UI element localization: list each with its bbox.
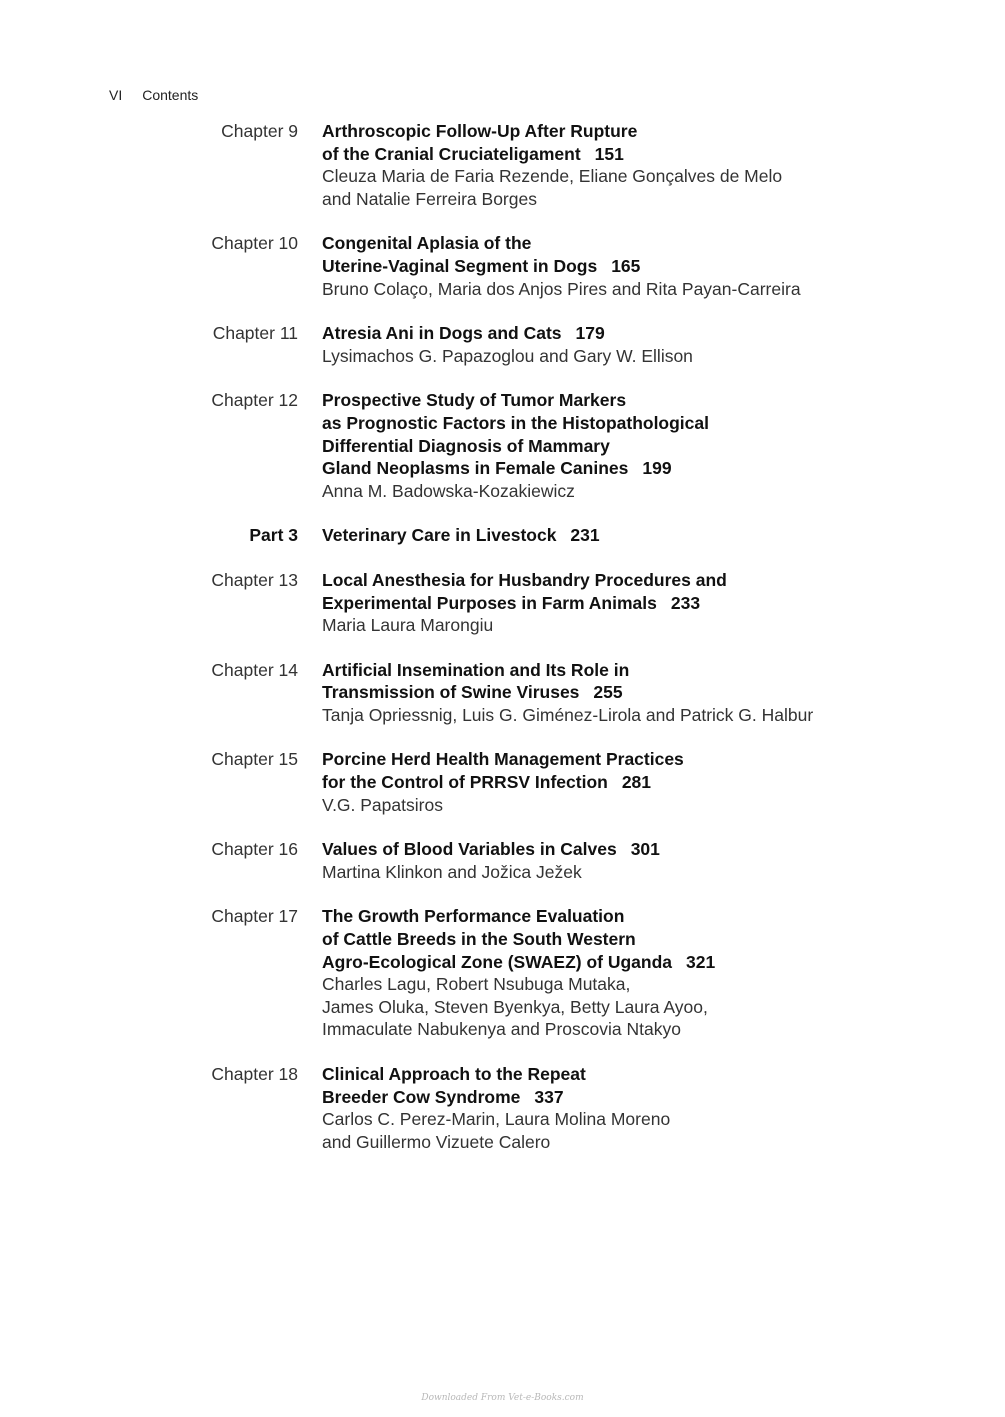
- entry-author-line: Lysimachos G. Papazoglou and Gary W. Ellison: [322, 345, 693, 366]
- entry-title-line: [322, 905, 882, 928]
- entry-body: [322, 524, 882, 547]
- entry-author-line: Immaculate Nabukenya and Proscovia Ntakyo: [322, 1019, 681, 1040]
- entry-title-text: of Cattle Breeds in the South Western: [322, 929, 636, 950]
- toc-chapter-entry: [0, 905, 1005, 1041]
- entry-page-number: 281: [621, 772, 652, 793]
- entry-author-line: Cleuza Maria de Faria Rezende, Eliane Gonçalves de Melo: [322, 166, 783, 187]
- chapter-label: Chapter 15: [211, 749, 298, 770]
- page-numeral: VI: [109, 87, 123, 103]
- entry-title-line: [322, 143, 882, 166]
- entry-author-line: Bruno Colaço, Maria dos Anjos Pires and Rita Payan-Carreira: [322, 278, 801, 299]
- entry-title-text: Agro-Ecological Zone (SWAEZ) of Uganda: [322, 951, 672, 972]
- chapter-label: Chapter 13: [211, 569, 298, 590]
- entry-title-line: [322, 569, 882, 592]
- entry-title-text: The Growth Performance Evaluation: [322, 906, 625, 927]
- toc-chapter-entry: [0, 232, 1005, 300]
- entry-body: [322, 748, 882, 816]
- entry-title-line: [322, 232, 882, 255]
- entry-title-line: [322, 457, 882, 480]
- entry-title-line: [322, 322, 882, 345]
- entry-author-line: and Guillermo Vizuete Calero: [322, 1131, 551, 1152]
- entry-page-number: 179: [575, 323, 605, 344]
- entry-author-line: Martina Klinkon and Jožica Ježek: [322, 861, 582, 882]
- toc-chapter-entry: [0, 569, 1005, 637]
- entry-body: [322, 838, 882, 883]
- entry-title-line: [322, 771, 882, 794]
- entry-body: [322, 322, 882, 367]
- entry-body: [322, 659, 882, 727]
- entry-title-text: Porcine Herd Health Management Practices: [322, 749, 684, 770]
- entry-author-line: Maria Laura Marongiu: [322, 615, 494, 636]
- entry-title-text: for the Control of PRRSV Infection: [322, 772, 608, 793]
- entry-title-text: Breeder Cow Syndrome: [322, 1086, 521, 1107]
- chapter-label: Chapter 18: [211, 1064, 298, 1084]
- footer-watermark: Downloaded From Vet-e-Books.com: [421, 1393, 584, 1403]
- entry-title-text: as Prognostic Factors in the Histopathological: [322, 412, 709, 433]
- toc-chapter-entry: [0, 838, 1005, 883]
- entry-page-number: 321: [686, 951, 716, 972]
- entry-title-line: [322, 1086, 882, 1109]
- entry-body: [322, 120, 882, 210]
- chapter-label: Chapter 17: [211, 906, 298, 927]
- toc-part-entry: [0, 524, 1005, 547]
- chapter-label: Chapter 12: [211, 390, 298, 411]
- entry-title-line: [322, 928, 882, 951]
- chapter-label: Chapter 9: [221, 121, 298, 141]
- toc-chapter-entry: [0, 322, 1005, 367]
- entry-author-line: V.G. Papatsiros: [322, 794, 443, 815]
- entry-title-text: Transmission of Swine Viruses: [322, 682, 580, 703]
- entry-page-number: 337: [534, 1086, 564, 1107]
- entry-page-number: 233: [670, 592, 701, 613]
- entry-title-line: [322, 412, 882, 435]
- running-head-section: Contents: [142, 87, 199, 103]
- chapter-label: Chapter 11: [212, 323, 298, 344]
- entry-title-line: [322, 748, 882, 771]
- table-of-contents: [0, 120, 1005, 1175]
- entry-page-number: 165: [611, 255, 641, 276]
- entry-title-line: [322, 255, 882, 278]
- entry-title-text: Atresia Ani in Dogs and Cats: [322, 323, 562, 344]
- entry-title-line: [322, 1063, 882, 1086]
- entry-title-line: [322, 120, 882, 143]
- entry-body: [322, 569, 882, 637]
- part-label: Part 3: [249, 525, 298, 546]
- chapter-label: Chapter 14: [211, 659, 298, 680]
- entry-author-line: and Natalie Ferreira Borges: [322, 188, 537, 209]
- entry-title-text: Gland Neoplasms in Female Canines: [322, 458, 629, 479]
- entry-title-line: [322, 951, 882, 974]
- entry-title-line: [322, 681, 882, 704]
- entry-title-text: Clinical Approach to the Repeat: [322, 1064, 586, 1084]
- entry-body: [322, 232, 882, 300]
- toc-chapter-entry: [0, 120, 1005, 210]
- entry-title-text: Differential Diagnosis of Mammary: [322, 435, 610, 456]
- toc-chapter-entry: [0, 1063, 1005, 1153]
- toc-chapter-entry: [0, 659, 1005, 727]
- entry-title-text: of the Cranial Cruciateligament: [322, 143, 581, 164]
- running-head: [109, 87, 198, 103]
- entry-title-text: Veterinary Care in Livestock: [322, 525, 557, 546]
- entry-author-line: Anna M. Badowska-Kozakiewicz: [322, 480, 575, 501]
- entry-body: [322, 905, 882, 1041]
- entry-title-line: [322, 838, 882, 861]
- entry-title-line: [322, 389, 882, 412]
- entry-page-number: 301: [630, 839, 660, 860]
- entry-title-text: Congenital Aplasia of the: [322, 233, 532, 254]
- chapter-label: Chapter 16: [211, 839, 298, 860]
- entry-page-number: 151: [594, 143, 624, 164]
- entry-title-text: Arthroscopic Follow-Up After Rupture: [322, 121, 638, 141]
- entry-author-line: Tanja Opriessnig, Luis G. Giménez-Lirola and Patrick G. Halbur: [322, 704, 814, 725]
- entry-author-line: James Oluka, Steven Byenkya, Betty Laura Ayoo,: [322, 996, 708, 1017]
- entry-author-line: Charles Lagu, Robert Nsubuga Mutaka,: [322, 974, 631, 995]
- entry-title-text: Artificial Insemination and Its Role in: [322, 659, 630, 680]
- entry-page-number: 231: [570, 525, 600, 546]
- entry-page-number: 199: [642, 458, 672, 479]
- entry-title-text: Prospective Study of Tumor Markers: [322, 390, 627, 411]
- entry-title-text: Experimental Purposes in Farm Animals: [322, 592, 657, 613]
- entry-author-line: Carlos C. Perez-Marin, Laura Molina Moreno: [322, 1109, 671, 1130]
- toc-chapter-entry: [0, 389, 1005, 502]
- entry-title-line: [322, 659, 882, 682]
- entry-title-line: [322, 524, 882, 547]
- entry-title-line: [322, 435, 882, 458]
- entry-body: [322, 1063, 882, 1153]
- entry-title-text: Uterine-Vaginal Segment in Dogs: [322, 255, 598, 276]
- toc-chapter-entry: [0, 748, 1005, 816]
- entry-body: [322, 389, 882, 502]
- entry-title-text: Values of Blood Variables in Calves: [322, 839, 617, 860]
- entry-title-text: Local Anesthesia for Husbandry Procedures and: [322, 569, 727, 590]
- entry-page-number: 255: [593, 682, 623, 703]
- entry-title-line: [322, 592, 882, 615]
- chapter-label: Chapter 10: [211, 233, 298, 254]
